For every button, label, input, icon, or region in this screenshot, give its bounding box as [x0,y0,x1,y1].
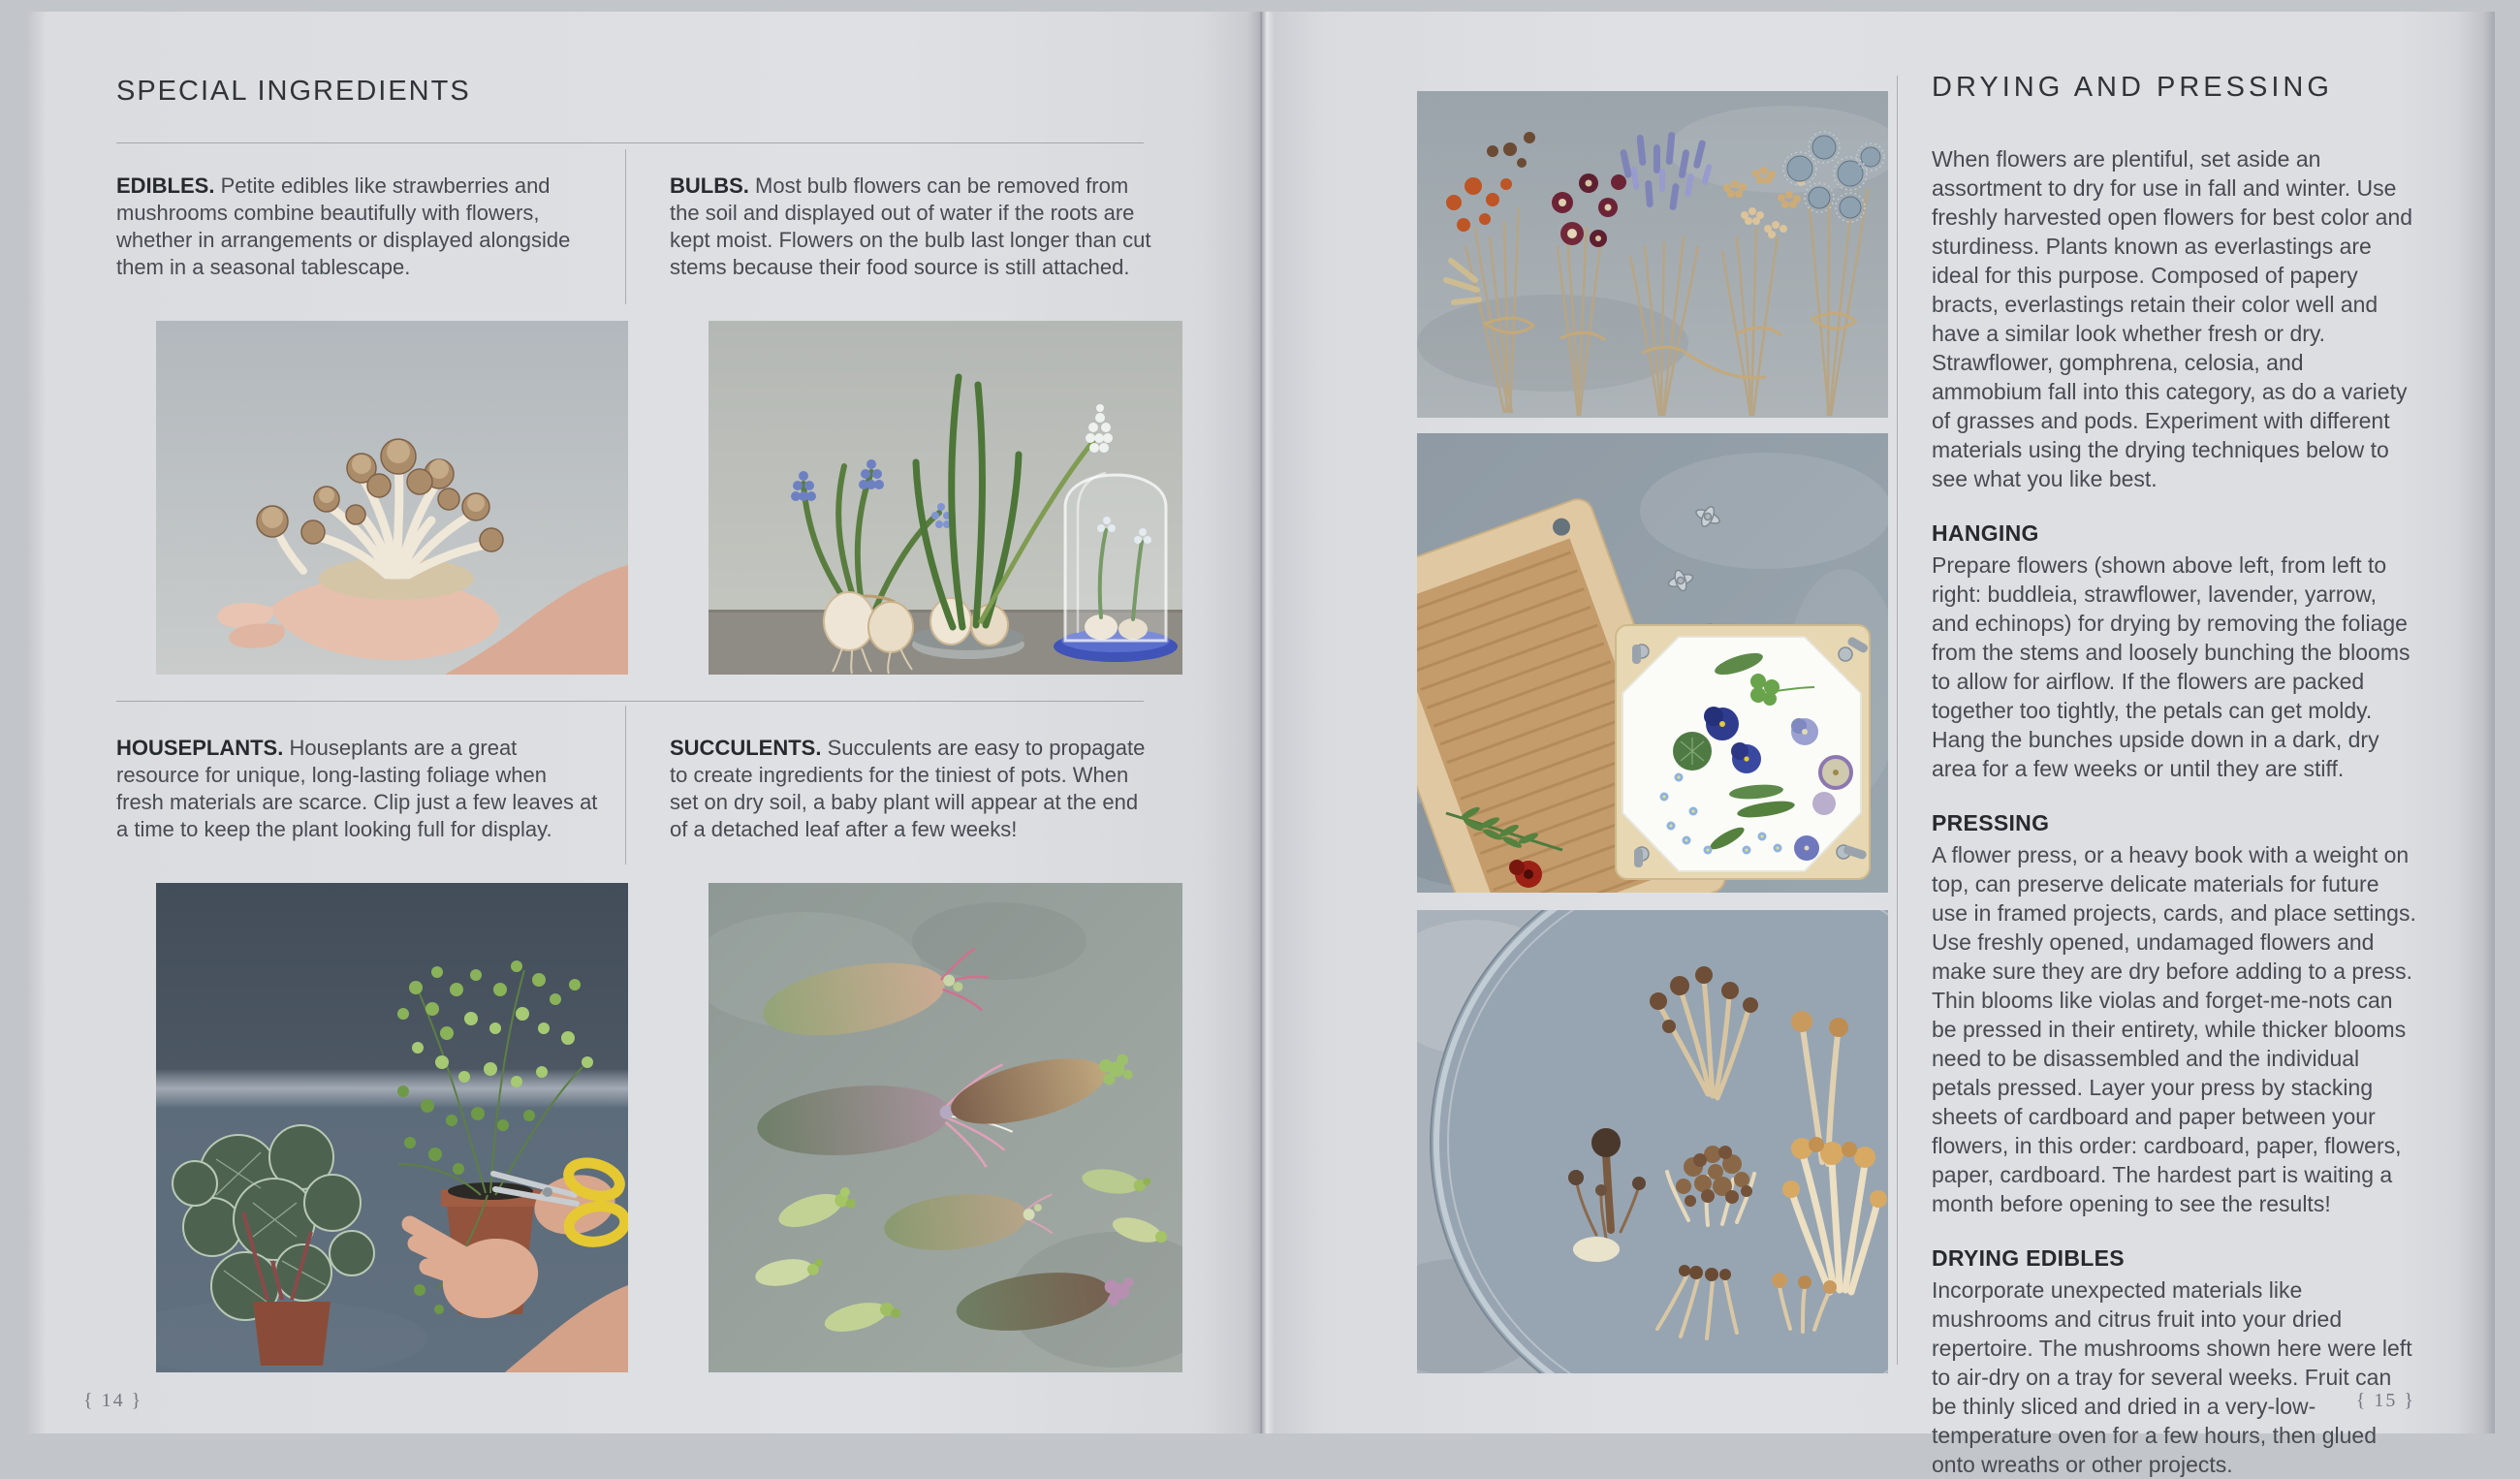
section-bulbs-text [670,173,1151,281]
photo-mushrooms-in-hand [156,321,628,675]
heading-drying-edibles: DRYING EDIBLES [1932,1245,2125,1271]
section-body: Petite edibles like strawberries and mushrooms combine beautifully with flowers, whether in arrangements or displayed alongside them in a seasonal tablescape. [116,173,571,279]
section-edibles-text [116,173,598,281]
photo-dried-flower-bunches [1417,91,1888,418]
section-label: SUCCULENTS. [670,736,822,760]
photo-dried-mushrooms-on-tray [1417,910,1888,1373]
section-label: HOUSEPLANTS. [116,736,284,760]
pressing-paragraph: A flower press, or a heavy book with a weight on top, can preserve delicate materials for future use in framed projects, cards, and place settings. Use freshly opened, undamaged flowers and make sure they are dry before adding to a press. Thin blooms like violas and forget-me-nots can be pressed in their entirety, while thicker blooms need to be disassembled and the individual petals pressed. Layer your press by stacking sheets of cardboard and paper between your flowers, in this order: cardboard, paper, flowers, paper, cardboard. The hardest part is waiting a month before opening to see the results! [1932,842,2416,1216]
section-body: Most bulb flowers can be removed from the soil and displayed out of water if the roots are kept moist. Flowers on the bulb last longer than cut stems because their food source is still attached. [670,173,1151,279]
photo-flower-press [1417,433,1888,893]
photo-muscari-bulbs [709,321,1182,675]
page-number-right: { 15 } [2355,1390,2415,1411]
page-title-left: SPECIAL INGREDIENTS [116,76,471,107]
page-title-right: DRYING AND PRESSING [1932,72,2333,103]
column-divider [625,706,626,865]
page-left [25,12,1260,1433]
column-divider [625,149,626,304]
section-label: EDIBLES. [116,173,215,198]
section-body: Succulents are easy to propagate to create ingredients for the tiniest of pots. When set on dry soil, a baby plant will appear at the end of a detached leaf after a few weeks! [670,736,1146,841]
title-divider [116,142,1144,143]
intro-paragraph: When flowers are plentiful, set aside an assortment to dry for use in fall and winter. Use freshly harvested open flowers for best color and sturdiness. Plants known as everlastings are ideal for this purpose. Composed of papery bracts, everlastings retain their color well and have a similar look whether fresh or dry. Strawflower, gomphrena, celosia, and ammobium fall into this category, as do a variety of grasses and pods. Experiment with different materials using the drying techniques below to see what you like best. [1932,146,2413,491]
drying-edibles-paragraph: Incorporate unexpected materials like mushrooms and citrus fruit into your dried repertoire. The mushrooms shown here were left to air-dry on a tray for several weeks. Fruit can be thinly sliced and dried in a very-low-temperature oven for a few hours, then glued onto wreaths or other projects. [1932,1277,2412,1477]
heading-hanging: HANGING [1932,520,2039,546]
right-text-column [1932,72,2418,1479]
photo-succulent-leaf-cuttings [709,883,1182,1372]
section-succulents-text [670,735,1151,843]
page-right [1262,12,2495,1477]
page-number-left: { 14 } [83,1390,143,1411]
heading-pressing: PRESSING [1932,810,2050,835]
row-divider [116,701,1144,702]
section-label: BULBS. [670,173,749,198]
photo-clipping-maidenhair-fern [156,883,628,1372]
hanging-paragraph: Prepare flowers (shown above left, from left to right: buddleia, strawflower, lavender, yarrow, and echinops) for drying by removing the foliage from the stems and loosely bunching the blooms to allow for airflow. If the flowers are packed together too tightly, the petals can get moldy. Hang the bunches upside down in a dark, dry area for a few weeks or until they are stiff. [1932,552,2410,781]
section-houseplants-text [116,735,598,843]
photo-text-divider [1897,76,1898,1365]
section-body: Houseplants are a great resource for unique, long-lasting foliage when fresh materials are scarce. Clip just a few leaves at a time to keep the plant looking full for display. [116,736,598,841]
